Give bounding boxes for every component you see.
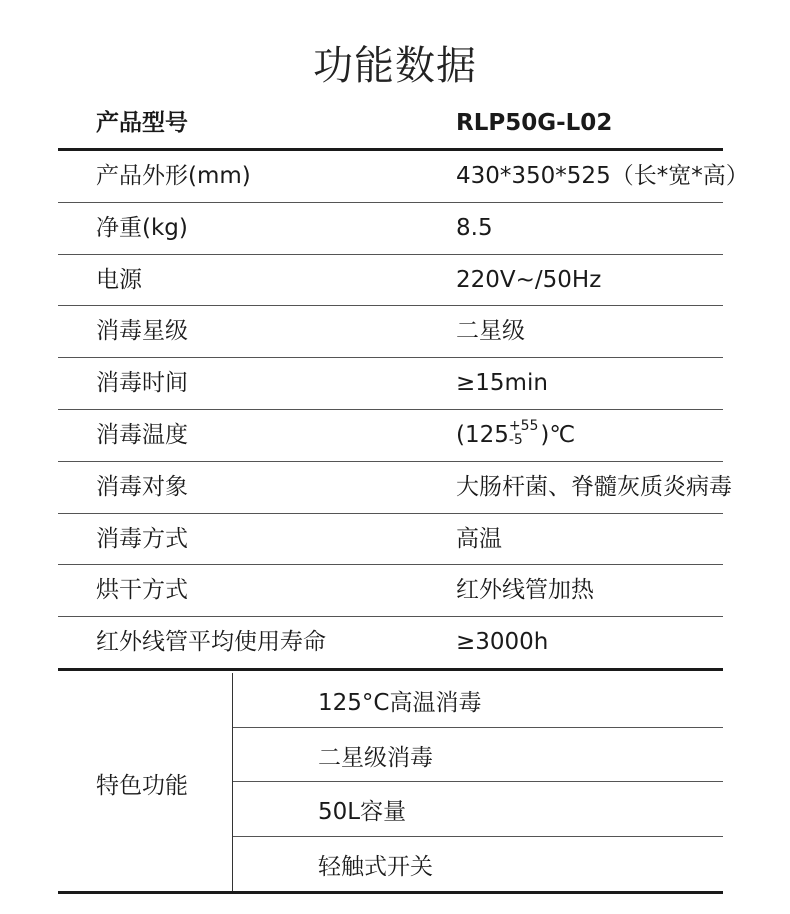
feature-text: 轻触式开关 <box>318 853 433 880</box>
spec-table <box>58 151 749 671</box>
spec-label: 烘干方式 <box>96 577 188 604</box>
features-label-cell <box>58 673 233 891</box>
list-item <box>233 728 723 783</box>
list-item <box>233 837 723 891</box>
spec-label: 消毒温度 <box>96 421 188 448</box>
temp-suffix: )℃ <box>540 421 576 448</box>
model-label: 产品型号 <box>96 110 188 136</box>
table-row <box>58 255 723 307</box>
feature-text: 二星级消毒 <box>318 744 433 771</box>
table-row <box>58 203 723 255</box>
spec-value: 大肠杆菌、脊髓灰质炎病毒 <box>456 473 732 500</box>
feature-text: 50L容量 <box>318 799 407 825</box>
spec-value: 高温 <box>456 525 502 552</box>
spec-value: ≥15min <box>456 370 548 397</box>
table-row <box>58 514 723 566</box>
temp-upper-tolerance: +55 <box>508 418 539 435</box>
spec-value: 220V~/50Hz <box>456 266 602 293</box>
spec-label: 产品外形(mm) <box>96 163 251 189</box>
table-row <box>58 617 723 671</box>
table-row <box>58 410 723 462</box>
list-item <box>233 673 723 728</box>
table-row <box>58 358 723 410</box>
list-item <box>233 782 723 837</box>
spec-label: 红外线管平均使用寿命 <box>96 629 326 656</box>
spec-value: 8.5 <box>456 214 493 241</box>
model-value: RLP50G-L02 <box>456 110 613 136</box>
spec-value: 430*350*525（长*宽*高） <box>456 163 749 189</box>
spec-label: 净重(kg) <box>96 214 188 241</box>
page-title: 功能数据 <box>313 43 477 89</box>
table-row <box>58 306 723 358</box>
spec-value: 红外线管加热 <box>456 577 594 604</box>
table-row <box>58 462 732 514</box>
temp-prefix: (125 <box>456 421 509 448</box>
spec-value: ≥3000h <box>456 629 549 656</box>
spec-label: 消毒方式 <box>96 525 188 552</box>
spec-value-temperature <box>456 410 575 460</box>
table-row <box>58 151 749 203</box>
table-header-row <box>58 98 723 151</box>
table-row <box>58 565 723 617</box>
spec-label: 消毒星级 <box>96 318 188 345</box>
spec-label: 消毒对象 <box>96 473 188 500</box>
features-list <box>233 673 723 890</box>
features-table <box>58 673 723 894</box>
feature-text: 125°C高温消毒 <box>318 690 482 716</box>
temp-lower-tolerance: -5 <box>508 432 523 449</box>
temp-tolerance <box>509 419 539 447</box>
features-label: 特色功能 <box>96 773 188 799</box>
spec-label: 电源 <box>96 266 142 293</box>
spec-label: 消毒时间 <box>96 370 188 397</box>
spec-value: 二星级 <box>456 318 525 345</box>
